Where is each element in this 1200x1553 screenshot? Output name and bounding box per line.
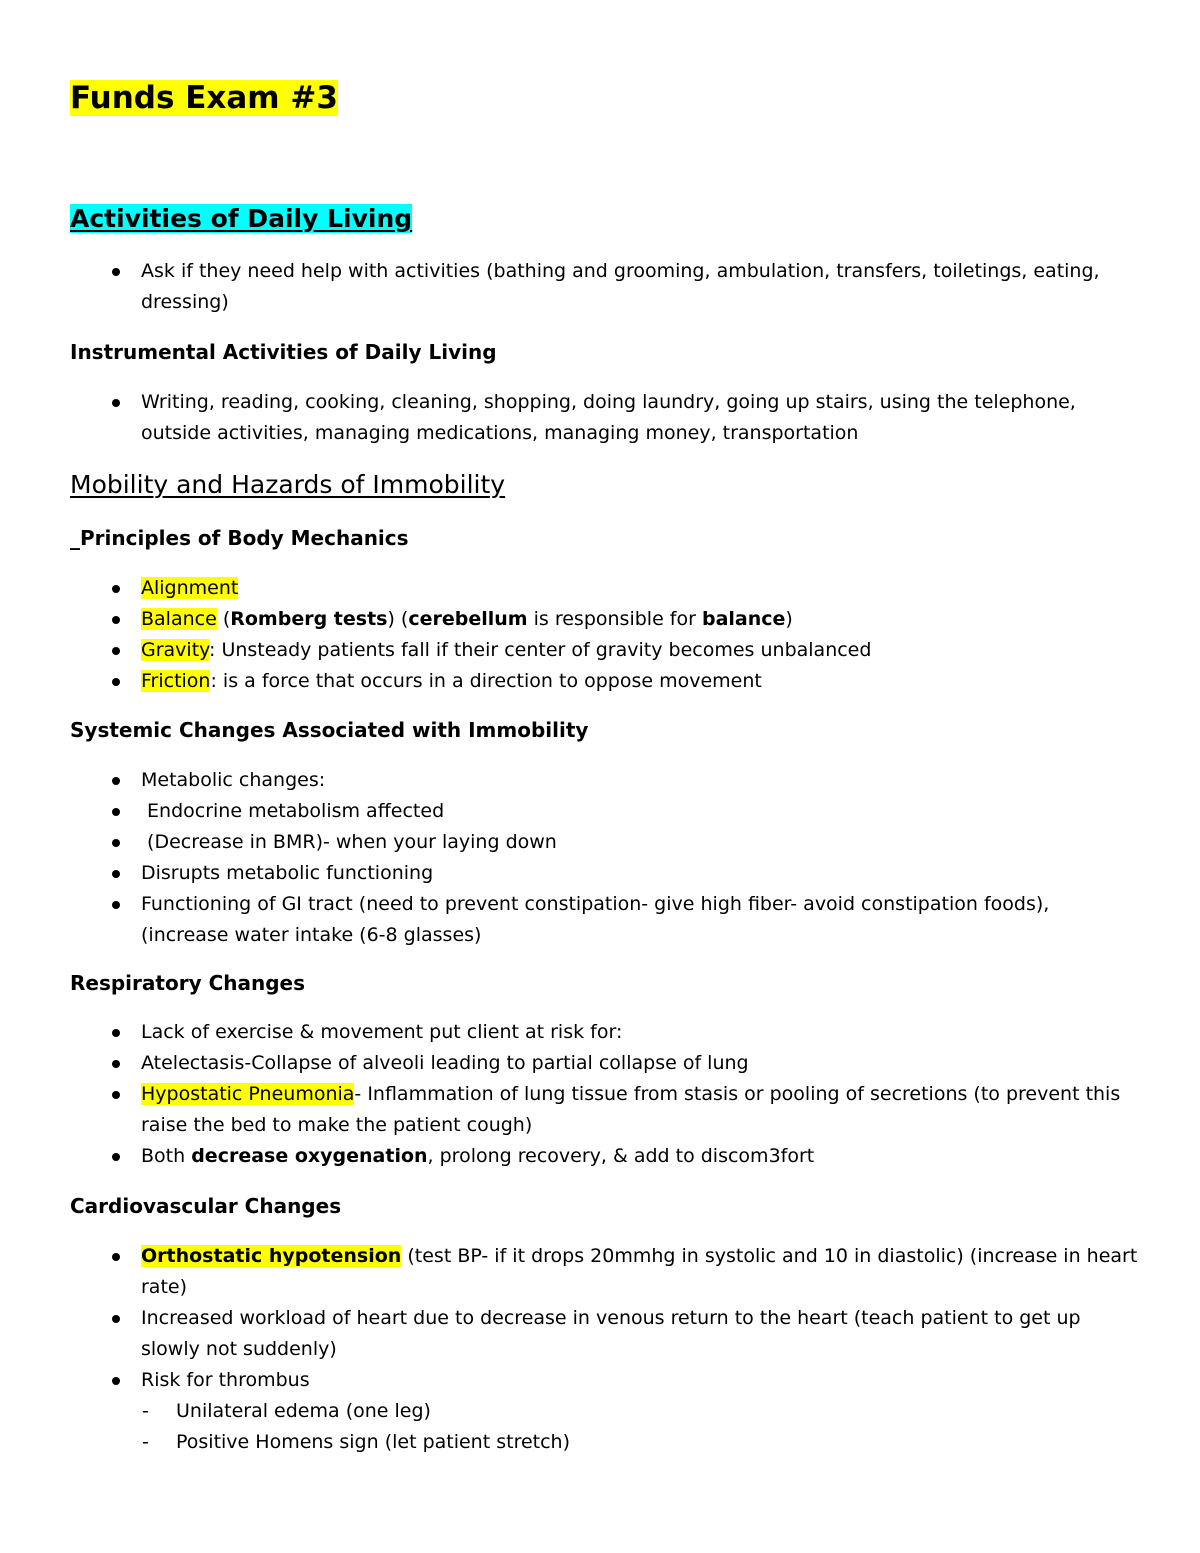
list-item: (Decrease in BMR)- when your laying down xyxy=(0,827,1200,858)
list-item: Metabolic changes: xyxy=(0,765,1200,796)
heading-systemic: Systemic Changes Associated with Immobility xyxy=(70,718,589,742)
bullet-icon xyxy=(112,1060,120,1068)
systemic-list xyxy=(0,765,1200,951)
list-item: Endocrine metabolism affected xyxy=(0,796,1200,827)
heading-adl xyxy=(70,203,412,235)
list-item-friction: Friction: is a force that occurs in a direction to oppose movement xyxy=(0,666,1200,697)
list-item-balance: Balance (Romberg tests) (cerebellum is responsible for balance) xyxy=(0,604,1200,635)
bullet-icon xyxy=(112,1029,120,1037)
bullet-icon xyxy=(112,1153,120,1161)
bullet-icon xyxy=(112,808,120,816)
list-item: Writing, reading, cooking, cleaning, shopping, doing laundry, going up stairs, using the telephone, outside activities, managing medications, managing money, transportation xyxy=(0,387,1200,449)
title-highlight: Funds Exam #3 xyxy=(70,80,338,116)
bullet-icon xyxy=(112,268,120,276)
bullet-icon xyxy=(112,399,120,407)
list-item: Increased workload of heart due to decrease in venous return to the heart (teach patient to get up slowly not suddenly) xyxy=(0,1303,1200,1365)
bullet-icon xyxy=(112,1253,120,1261)
bullet-icon xyxy=(112,678,120,686)
list-item: Both decrease oxygenation, prolong recovery, & add to discom3fort xyxy=(0,1141,1200,1172)
list-item: Risk for thrombus xyxy=(0,1365,1200,1396)
list-item-orthostatic: Orthostatic hypotension (test BP- if it drops 20mmhg in systolic and 10 in diastolic) (increase in heart rate) xyxy=(0,1241,1200,1303)
list-item: Ask if they need help with activities (bathing and grooming, ambulation, transfers, toiletings, eating, dressing) xyxy=(0,256,1200,318)
iadl-list xyxy=(0,387,1200,449)
body-mechanics-list xyxy=(0,573,1200,697)
heading-respiratory: Respiratory Changes xyxy=(70,971,305,995)
sublist-item: - Positive Homens sign (let patient stretch) xyxy=(0,1427,1200,1458)
dash-marker: - xyxy=(142,1400,149,1422)
heading-adl-highlight: Activities of Daily Living xyxy=(70,204,413,233)
list-item: Functioning of GI tract (need to prevent constipation- give high fiber- avoid constipation foods), (increase water intake (6-8 glasses) xyxy=(0,889,1200,951)
bullet-icon xyxy=(112,1315,120,1323)
heading-mobility: Mobility and Hazards of Immobility xyxy=(70,470,506,499)
bullet-icon xyxy=(112,1377,120,1385)
dash-marker: - xyxy=(142,1431,149,1453)
adl-list xyxy=(0,256,1200,318)
cardio-list xyxy=(0,1241,1200,1396)
list-item-alignment: Alignment xyxy=(0,573,1200,604)
respiratory-list xyxy=(0,1017,1200,1172)
list-item: Atelectasis-Collapse of alveoli leading to partial collapse of lung xyxy=(0,1048,1200,1079)
list-item: Lack of exercise & movement put client at risk for: xyxy=(0,1017,1200,1048)
bullet-icon xyxy=(112,585,120,593)
bullet-icon xyxy=(112,647,120,655)
document-title xyxy=(70,76,338,120)
list-item-gravity: Gravity: Unsteady patients fall if their center of gravity becomes unbalanced xyxy=(0,635,1200,666)
bullet-icon xyxy=(112,839,120,847)
heading-body-mechanics: _Principles of Body Mechanics xyxy=(70,526,409,550)
heading-cardiovascular: Cardiovascular Changes xyxy=(70,1194,342,1218)
bullet-icon xyxy=(112,616,120,624)
heading-iadl: Instrumental Activities of Daily Living xyxy=(70,340,497,364)
thrombus-sublist xyxy=(0,1396,1200,1458)
bullet-icon xyxy=(112,777,120,785)
list-item-hypostatic: Hypostatic Pneumonia- Inflammation of lung tissue from stasis or pooling of secretions (to prevent this raise the bed to make the patient cough) xyxy=(0,1079,1200,1141)
sublist-item: - Unilateral edema (one leg) xyxy=(0,1396,1200,1427)
bullet-icon xyxy=(112,1091,120,1099)
bullet-icon xyxy=(112,870,120,878)
list-item: Disrupts metabolic functioning xyxy=(0,858,1200,889)
bullet-icon xyxy=(112,901,120,909)
